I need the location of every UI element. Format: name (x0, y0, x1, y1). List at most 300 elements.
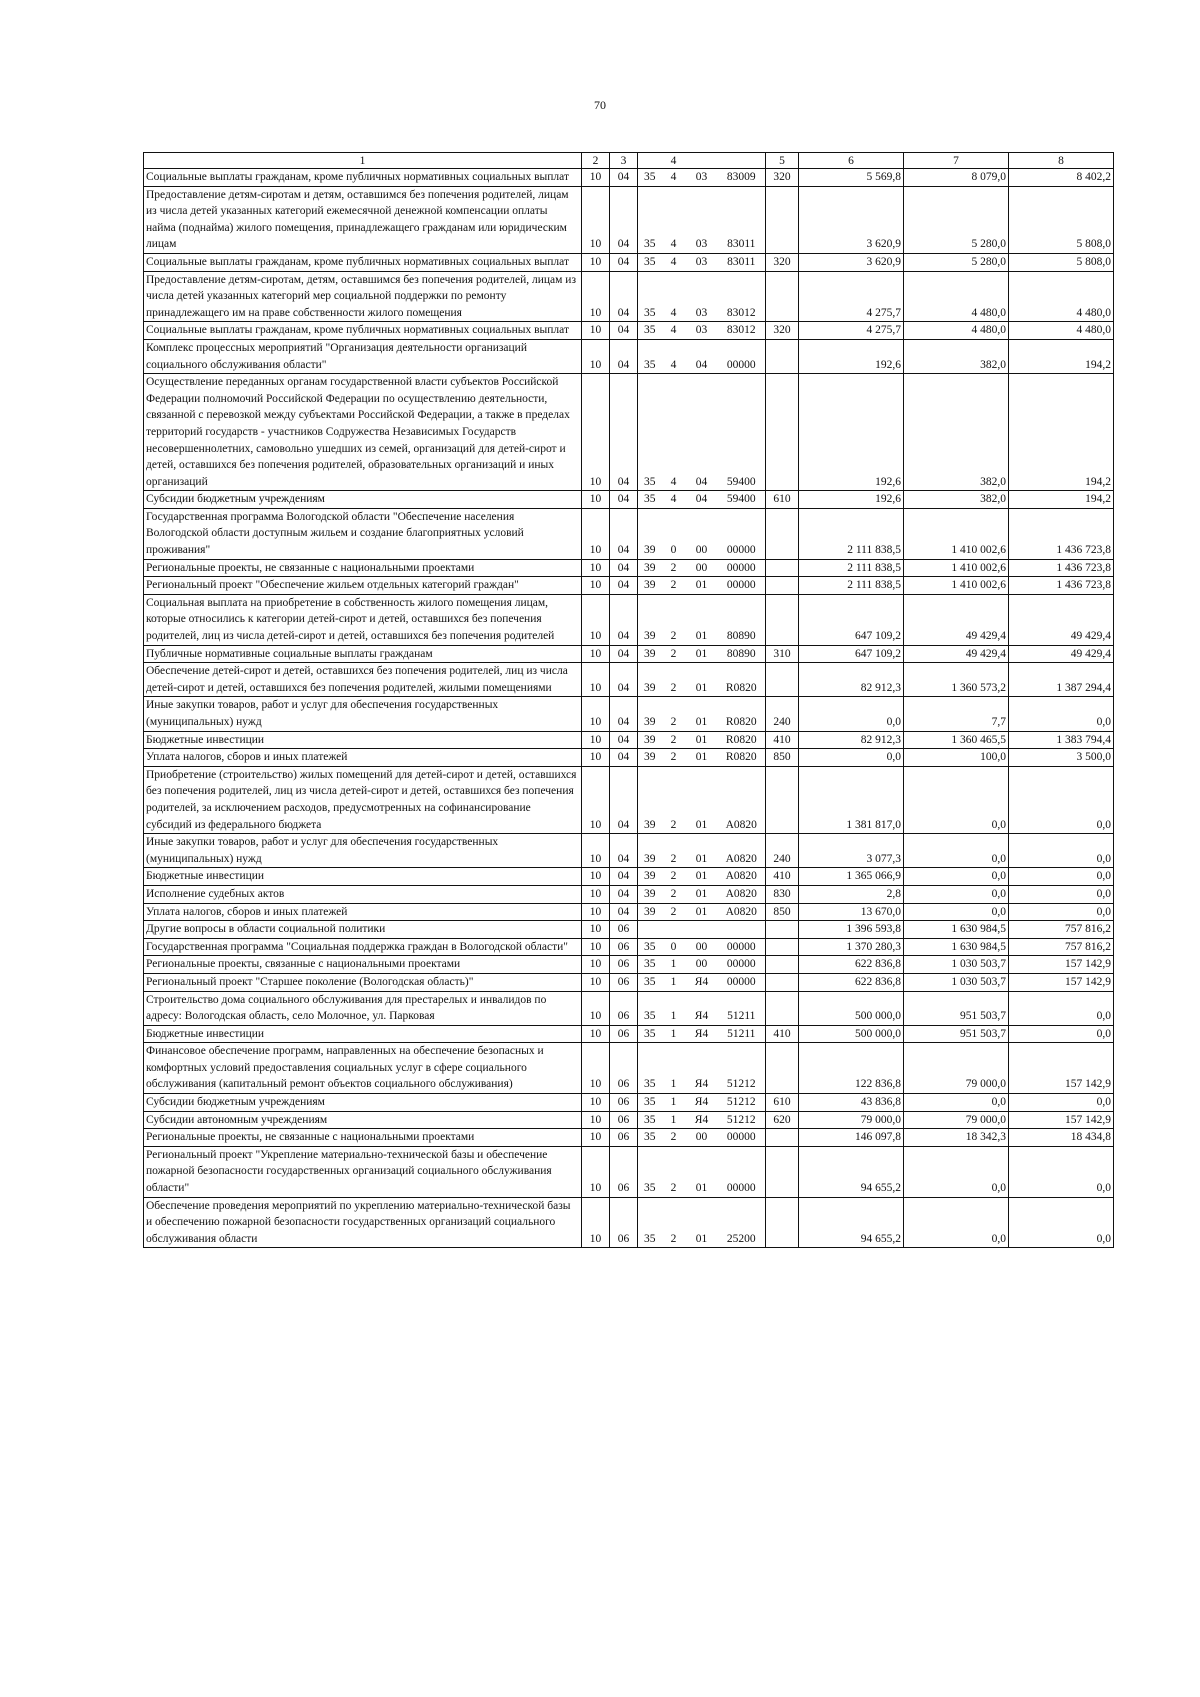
cell-subprogram: 1 (662, 991, 686, 1025)
cell-project: 01 (686, 594, 718, 645)
cell-section: 10 (582, 1043, 610, 1094)
cell-expense-type (766, 663, 799, 697)
cell-amount-col8: 0,0 (1009, 1025, 1114, 1043)
cell-subsection: 06 (610, 1111, 638, 1129)
cell-subprogram: 1 (662, 956, 686, 974)
column-header-8: 8 (1009, 153, 1114, 169)
cell-expense-type: 850 (766, 903, 799, 921)
cell-section: 10 (582, 1146, 610, 1197)
cell-amount-col7: 1 360 465,5 (904, 731, 1009, 749)
row-name: Публичные нормативные социальные выплаты гражданам (144, 645, 582, 663)
cell-direction: 00000 (718, 973, 766, 991)
column-header-4b: 4 (662, 153, 686, 169)
cell-program: 35 (638, 991, 662, 1025)
cell-amount-col8: 1 387 294,4 (1009, 663, 1114, 697)
cell-amount-col8: 0,0 (1009, 1197, 1114, 1248)
cell-amount-col6: 500 000,0 (799, 1025, 904, 1043)
cell-direction: 83012 (718, 271, 766, 322)
cell-project: 01 (686, 1146, 718, 1197)
cell-expense-type (766, 186, 799, 253)
cell-direction: А0820 (718, 766, 766, 833)
cell-project: 01 (686, 766, 718, 833)
cell-amount-col7: 0,0 (904, 834, 1009, 868)
cell-section: 10 (582, 186, 610, 253)
cell-project: 03 (686, 169, 718, 187)
row-name: Финансовое обеспечение программ, направленных на обеспечение безопасных и комфортных условий предоставления социальных услуг в сфере социального обслуживания (капитальный ремонт объектов социального обслуживания) (144, 1043, 582, 1094)
cell-amount-col7: 18 342,3 (904, 1129, 1009, 1147)
cell-direction: А0820 (718, 834, 766, 868)
cell-amount-col8: 18 434,8 (1009, 1129, 1114, 1147)
cell-amount-col8: 4 480,0 (1009, 271, 1114, 322)
cell-subprogram: 2 (662, 697, 686, 731)
cell-direction: 51212 (718, 1094, 766, 1112)
cell-direction: 51211 (718, 991, 766, 1025)
cell-amount-col8: 0,0 (1009, 885, 1114, 903)
cell-amount-col6: 0,0 (799, 749, 904, 767)
cell-expense-type (766, 1129, 799, 1147)
cell-amount-col8: 1 436 723,8 (1009, 559, 1114, 577)
cell-amount-col6: 3 077,3 (799, 834, 904, 868)
cell-amount-col7: 4 480,0 (904, 271, 1009, 322)
cell-direction: R0820 (718, 697, 766, 731)
cell-program: 35 (638, 374, 662, 491)
cell-amount-col8: 5 808,0 (1009, 186, 1114, 253)
cell-expense-type (766, 577, 799, 595)
cell-amount-col7: 1 360 573,2 (904, 663, 1009, 697)
cell-amount-col6: 192,6 (799, 339, 904, 373)
cell-subsection: 04 (610, 339, 638, 373)
cell-amount-col8: 0,0 (1009, 1094, 1114, 1112)
cell-direction: 25200 (718, 1197, 766, 1248)
cell-expense-type (766, 766, 799, 833)
row-name: Бюджетные инвестиции (144, 731, 582, 749)
cell-section: 10 (582, 663, 610, 697)
cell-direction: 00000 (718, 1129, 766, 1147)
cell-amount-col7: 49 429,4 (904, 594, 1009, 645)
cell-amount-col8: 194,2 (1009, 374, 1114, 491)
cell-subsection: 06 (610, 956, 638, 974)
cell-project: 03 (686, 186, 718, 253)
cell-project: 04 (686, 491, 718, 509)
cell-amount-col7: 1 410 002,6 (904, 508, 1009, 559)
cell-expense-type: 320 (766, 322, 799, 340)
cell-subprogram: 1 (662, 1025, 686, 1043)
cell-project: Я4 (686, 991, 718, 1025)
table-row (144, 991, 1114, 1025)
cell-project: 00 (686, 508, 718, 559)
cell-section: 10 (582, 491, 610, 509)
cell-amount-col8: 0,0 (1009, 766, 1114, 833)
cell-amount-col7: 79 000,0 (904, 1043, 1009, 1094)
cell-direction: 00000 (718, 956, 766, 974)
page-number: 70 (594, 98, 606, 112)
row-name: Субсидии бюджетным учреждениям (144, 1094, 582, 1112)
column-number-row (144, 153, 1114, 169)
row-name: Бюджетные инвестиции (144, 868, 582, 886)
row-name: Иные закупки товаров, работ и услуг для обеспечения государственных (муниципальных) нужд (144, 834, 582, 868)
cell-amount-col6: 1 365 066,9 (799, 868, 904, 886)
row-name: Социальная выплата на приобретение в собственность жилого помещения лицам, которые относились к категории детей-сирот и детей, оставшихся без попечения родителей, лиц из числа детей-сирот и детей, оставшихся без попечения родителей (144, 594, 582, 645)
column-header-4c (686, 153, 718, 169)
cell-subsection: 04 (610, 749, 638, 767)
cell-direction: 83011 (718, 186, 766, 253)
cell-section: 10 (582, 991, 610, 1025)
cell-project: 03 (686, 322, 718, 340)
cell-subprogram: 4 (662, 186, 686, 253)
table-row (144, 1111, 1114, 1129)
cell-subprogram: 2 (662, 868, 686, 886)
cell-expense-type: 620 (766, 1111, 799, 1129)
cell-subsection: 04 (610, 508, 638, 559)
cell-project: 01 (686, 903, 718, 921)
table-body (144, 169, 1114, 1248)
cell-amount-col8: 4 480,0 (1009, 322, 1114, 340)
table-row (144, 663, 1114, 697)
cell-expense-type (766, 938, 799, 956)
cell-amount-col6: 94 655,2 (799, 1146, 904, 1197)
cell-program: 39 (638, 885, 662, 903)
cell-amount-col8: 0,0 (1009, 834, 1114, 868)
cell-amount-col6: 622 836,8 (799, 973, 904, 991)
cell-subprogram: 4 (662, 322, 686, 340)
column-header-3: 3 (610, 153, 638, 169)
row-name: Социальные выплаты гражданам, кроме публичных нормативных социальных выплат (144, 322, 582, 340)
cell-expense-type (766, 374, 799, 491)
cell-subprogram: 2 (662, 903, 686, 921)
cell-amount-col6: 500 000,0 (799, 991, 904, 1025)
cell-direction: 83012 (718, 322, 766, 340)
cell-subsection: 06 (610, 1043, 638, 1094)
cell-program: 35 (638, 1197, 662, 1248)
table-row (144, 559, 1114, 577)
cell-direction: 51212 (718, 1111, 766, 1129)
cell-expense-type (766, 1146, 799, 1197)
cell-section: 10 (582, 253, 610, 271)
cell-project: 00 (686, 956, 718, 974)
cell-amount-col6: 82 912,3 (799, 731, 904, 749)
cell-subprogram: 4 (662, 169, 686, 187)
table-row (144, 374, 1114, 491)
cell-subprogram: 0 (662, 508, 686, 559)
cell-program: 35 (638, 1094, 662, 1112)
cell-amount-col7: 5 280,0 (904, 253, 1009, 271)
cell-program: 35 (638, 1111, 662, 1129)
cell-project: 01 (686, 645, 718, 663)
cell-subprogram: 2 (662, 766, 686, 833)
cell-program: 35 (638, 1043, 662, 1094)
row-name: Исполнение судебных актов (144, 885, 582, 903)
cell-amount-col6: 0,0 (799, 697, 904, 731)
row-name: Другие вопросы в области социальной политики (144, 921, 582, 939)
cell-amount-col7: 0,0 (904, 885, 1009, 903)
cell-amount-col8: 757 816,2 (1009, 921, 1114, 939)
cell-project: 01 (686, 663, 718, 697)
table-row (144, 645, 1114, 663)
cell-project: Я4 (686, 973, 718, 991)
cell-expense-type (766, 559, 799, 577)
cell-direction: 00000 (718, 577, 766, 595)
cell-direction: 51211 (718, 1025, 766, 1043)
cell-direction: 00000 (718, 339, 766, 373)
cell-section: 10 (582, 885, 610, 903)
cell-expense-type (766, 1197, 799, 1248)
cell-amount-col8: 5 808,0 (1009, 253, 1114, 271)
cell-amount-col8: 0,0 (1009, 991, 1114, 1025)
cell-section: 10 (582, 645, 610, 663)
row-name: Региональные проекты, не связанные с национальными проектами (144, 1129, 582, 1147)
cell-program: 39 (638, 766, 662, 833)
cell-amount-col6: 3 620,9 (799, 186, 904, 253)
cell-expense-type (766, 271, 799, 322)
cell-program: 39 (638, 834, 662, 868)
cell-section: 10 (582, 559, 610, 577)
cell-project: 00 (686, 559, 718, 577)
table-row (144, 766, 1114, 833)
cell-program: 39 (638, 697, 662, 731)
cell-amount-col6: 1 381 817,0 (799, 766, 904, 833)
table-row (144, 339, 1114, 373)
cell-amount-col6: 146 097,8 (799, 1129, 904, 1147)
cell-amount-col6: 2 111 838,5 (799, 559, 904, 577)
cell-expense-type (766, 973, 799, 991)
cell-direction: R0820 (718, 731, 766, 749)
cell-subprogram: 2 (662, 749, 686, 767)
cell-amount-col6: 4 275,7 (799, 322, 904, 340)
cell-amount-col8: 0,0 (1009, 1146, 1114, 1197)
cell-project: 01 (686, 577, 718, 595)
row-name: Комплекс процессных мероприятий "Организация деятельности организаций социального обслуживания области" (144, 339, 582, 373)
cell-amount-col7: 382,0 (904, 374, 1009, 491)
cell-subsection: 04 (610, 834, 638, 868)
table-row (144, 834, 1114, 868)
cell-expense-type: 410 (766, 1025, 799, 1043)
cell-amount-col7: 0,0 (904, 1197, 1009, 1248)
cell-section: 10 (582, 1025, 610, 1043)
cell-section: 10 (582, 339, 610, 373)
cell-amount-col7: 1 030 503,7 (904, 956, 1009, 974)
cell-program: 35 (638, 1129, 662, 1147)
cell-program: 35 (638, 956, 662, 974)
cell-amount-col6: 3 620,9 (799, 253, 904, 271)
cell-amount-col8: 194,2 (1009, 339, 1114, 373)
table-row (144, 1197, 1114, 1248)
cell-amount-col7: 951 503,7 (904, 1025, 1009, 1043)
table-row (144, 868, 1114, 886)
cell-amount-col8: 757 816,2 (1009, 938, 1114, 956)
cell-program: 39 (638, 559, 662, 577)
cell-project: Я4 (686, 1094, 718, 1112)
cell-subprogram: 2 (662, 594, 686, 645)
cell-amount-col8: 157 142,9 (1009, 1043, 1114, 1094)
cell-expense-type: 240 (766, 697, 799, 731)
cell-subprogram: 1 (662, 1043, 686, 1094)
cell-amount-col6: 122 836,8 (799, 1043, 904, 1094)
cell-program: 35 (638, 491, 662, 509)
cell-amount-col7: 100,0 (904, 749, 1009, 767)
row-name: Предоставление детям-сиротам и детям, оставшимся без попечения родителей, лицам из числа детей указанных категорий ежемесячной денежной компенсации оплаты найма (поднайма) жилого помещения, принадлежащего гражданам или юридическим лицам (144, 186, 582, 253)
cell-project: Я4 (686, 1025, 718, 1043)
cell-program: 35 (638, 1025, 662, 1043)
cell-subsection: 06 (610, 1094, 638, 1112)
cell-subprogram: 4 (662, 491, 686, 509)
cell-section: 10 (582, 322, 610, 340)
cell-subsection: 04 (610, 491, 638, 509)
cell-subprogram: 1 (662, 973, 686, 991)
cell-project: 03 (686, 253, 718, 271)
cell-amount-col6: 647 109,2 (799, 645, 904, 663)
cell-expense-type (766, 956, 799, 974)
row-name: Строительство дома социального обслуживания для престарелых и инвалидов по адресу: Вологодская область, село Молочное, ул. Парковая (144, 991, 582, 1025)
table-row (144, 1146, 1114, 1197)
cell-project: 01 (686, 749, 718, 767)
table-row (144, 956, 1114, 974)
cell-direction: А0820 (718, 885, 766, 903)
column-header-4a (638, 153, 662, 169)
table-row (144, 1043, 1114, 1094)
row-name: Региональные проекты, связанные с национальными проектами (144, 956, 582, 974)
cell-subsection: 04 (610, 868, 638, 886)
cell-subsection: 04 (610, 186, 638, 253)
cell-subsection: 04 (610, 577, 638, 595)
cell-program: 35 (638, 169, 662, 187)
cell-program: 35 (638, 973, 662, 991)
cell-subsection: 06 (610, 1129, 638, 1147)
cell-subprogram: 2 (662, 1197, 686, 1248)
cell-subprogram: 1 (662, 1094, 686, 1112)
cell-section: 10 (582, 271, 610, 322)
cell-project (686, 921, 718, 939)
table-row (144, 697, 1114, 731)
cell-subsection: 04 (610, 697, 638, 731)
cell-amount-col7: 951 503,7 (904, 991, 1009, 1025)
cell-program: 35 (638, 322, 662, 340)
cell-subprogram: 4 (662, 253, 686, 271)
cell-amount-col6: 79 000,0 (799, 1111, 904, 1129)
cell-project: Я4 (686, 1111, 718, 1129)
column-header-2: 2 (582, 153, 610, 169)
cell-subprogram: 2 (662, 577, 686, 595)
cell-section: 10 (582, 973, 610, 991)
cell-direction: А0820 (718, 903, 766, 921)
cell-subsection: 04 (610, 271, 638, 322)
cell-project: 01 (686, 731, 718, 749)
cell-program: 39 (638, 577, 662, 595)
cell-subsection: 04 (610, 766, 638, 833)
cell-expense-type: 320 (766, 169, 799, 187)
cell-amount-col6: 4 275,7 (799, 271, 904, 322)
table-row (144, 921, 1114, 939)
cell-subprogram: 2 (662, 559, 686, 577)
cell-amount-col7: 1 630 984,5 (904, 938, 1009, 956)
cell-subsection: 04 (610, 322, 638, 340)
table-row (144, 594, 1114, 645)
cell-amount-col8: 0,0 (1009, 903, 1114, 921)
cell-amount-col8: 1 383 794,4 (1009, 731, 1114, 749)
cell-amount-col7: 7,7 (904, 697, 1009, 731)
cell-program: 39 (638, 731, 662, 749)
column-header-5: 5 (766, 153, 799, 169)
cell-amount-col6: 1 370 280,3 (799, 938, 904, 956)
table-row (144, 253, 1114, 271)
cell-program: 35 (638, 938, 662, 956)
cell-amount-col8: 157 142,9 (1009, 973, 1114, 991)
cell-subsection: 04 (610, 253, 638, 271)
table-row (144, 749, 1114, 767)
cell-section: 10 (582, 749, 610, 767)
cell-section: 10 (582, 766, 610, 833)
row-name: Социальные выплаты гражданам, кроме публичных нормативных социальных выплат (144, 253, 582, 271)
cell-expense-type: 410 (766, 731, 799, 749)
cell-amount-col7: 8 079,0 (904, 169, 1009, 187)
table-row (144, 271, 1114, 322)
row-name: Обеспечение проведения мероприятий по укреплению материально-технической базы и обеспечению пожарной безопасности государственных организаций социального обслуживания области (144, 1197, 582, 1248)
cell-amount-col8: 3 500,0 (1009, 749, 1114, 767)
cell-section: 10 (582, 697, 610, 731)
cell-program: 35 (638, 186, 662, 253)
cell-amount-col8: 1 436 723,8 (1009, 577, 1114, 595)
cell-project: 00 (686, 938, 718, 956)
table-row (144, 1025, 1114, 1043)
cell-expense-type: 830 (766, 885, 799, 903)
cell-amount-col6: 192,6 (799, 491, 904, 509)
cell-amount-col7: 0,0 (904, 868, 1009, 886)
table-row (144, 322, 1114, 340)
cell-amount-col8: 0,0 (1009, 868, 1114, 886)
cell-project: 01 (686, 1197, 718, 1248)
cell-amount-col6: 43 836,8 (799, 1094, 904, 1112)
cell-subprogram: 4 (662, 271, 686, 322)
cell-amount-col8: 194,2 (1009, 491, 1114, 509)
cell-section: 10 (582, 921, 610, 939)
cell-amount-col7: 79 000,0 (904, 1111, 1009, 1129)
cell-program: 39 (638, 903, 662, 921)
cell-program (638, 921, 662, 939)
cell-amount-col7: 0,0 (904, 1094, 1009, 1112)
cell-amount-col8: 0,0 (1009, 697, 1114, 731)
column-header-7: 7 (904, 153, 1009, 169)
cell-subsection: 06 (610, 1197, 638, 1248)
cell-subsection: 04 (610, 594, 638, 645)
cell-project: 00 (686, 1129, 718, 1147)
cell-expense-type: 240 (766, 834, 799, 868)
row-name: Региональный проект "Обеспечение жильем отдельных категорий граждан" (144, 577, 582, 595)
row-name: Социальные выплаты гражданам, кроме публичных нормативных социальных выплат (144, 169, 582, 187)
cell-expense-type (766, 921, 799, 939)
cell-section: 10 (582, 956, 610, 974)
table-row (144, 938, 1114, 956)
cell-program: 35 (638, 271, 662, 322)
cell-subprogram: 1 (662, 1111, 686, 1129)
cell-subsection: 04 (610, 645, 638, 663)
cell-subsection: 04 (610, 903, 638, 921)
row-name: Государственная программа "Социальная поддержка граждан в Вологодской области" (144, 938, 582, 956)
cell-program: 39 (638, 594, 662, 645)
cell-direction: 59400 (718, 374, 766, 491)
cell-expense-type: 610 (766, 1094, 799, 1112)
cell-subprogram: 2 (662, 645, 686, 663)
cell-subprogram: 2 (662, 834, 686, 868)
table-row (144, 903, 1114, 921)
cell-section: 10 (582, 374, 610, 491)
cell-direction: А0820 (718, 868, 766, 886)
cell-program: 35 (638, 1146, 662, 1197)
row-name: Осуществление переданных органам государственной власти субъектов Российской Федерации полномочий Российской Федерации по осуществлению деятельности, связанной с перевозкой между субъектами Российской Федерации, а также в пределах территорий государств - участников Содружества Независимых Государств несовершеннолетних, самовольно ушедших из семей, организаций для детей-сирот и детей, оставшихся без попечения родителей, образовательных организаций и иных организаций (144, 374, 582, 491)
cell-direction: 00000 (718, 559, 766, 577)
cell-program: 39 (638, 749, 662, 767)
cell-amount-col7: 4 480,0 (904, 322, 1009, 340)
cell-program: 39 (638, 508, 662, 559)
cell-direction: 00000 (718, 1146, 766, 1197)
